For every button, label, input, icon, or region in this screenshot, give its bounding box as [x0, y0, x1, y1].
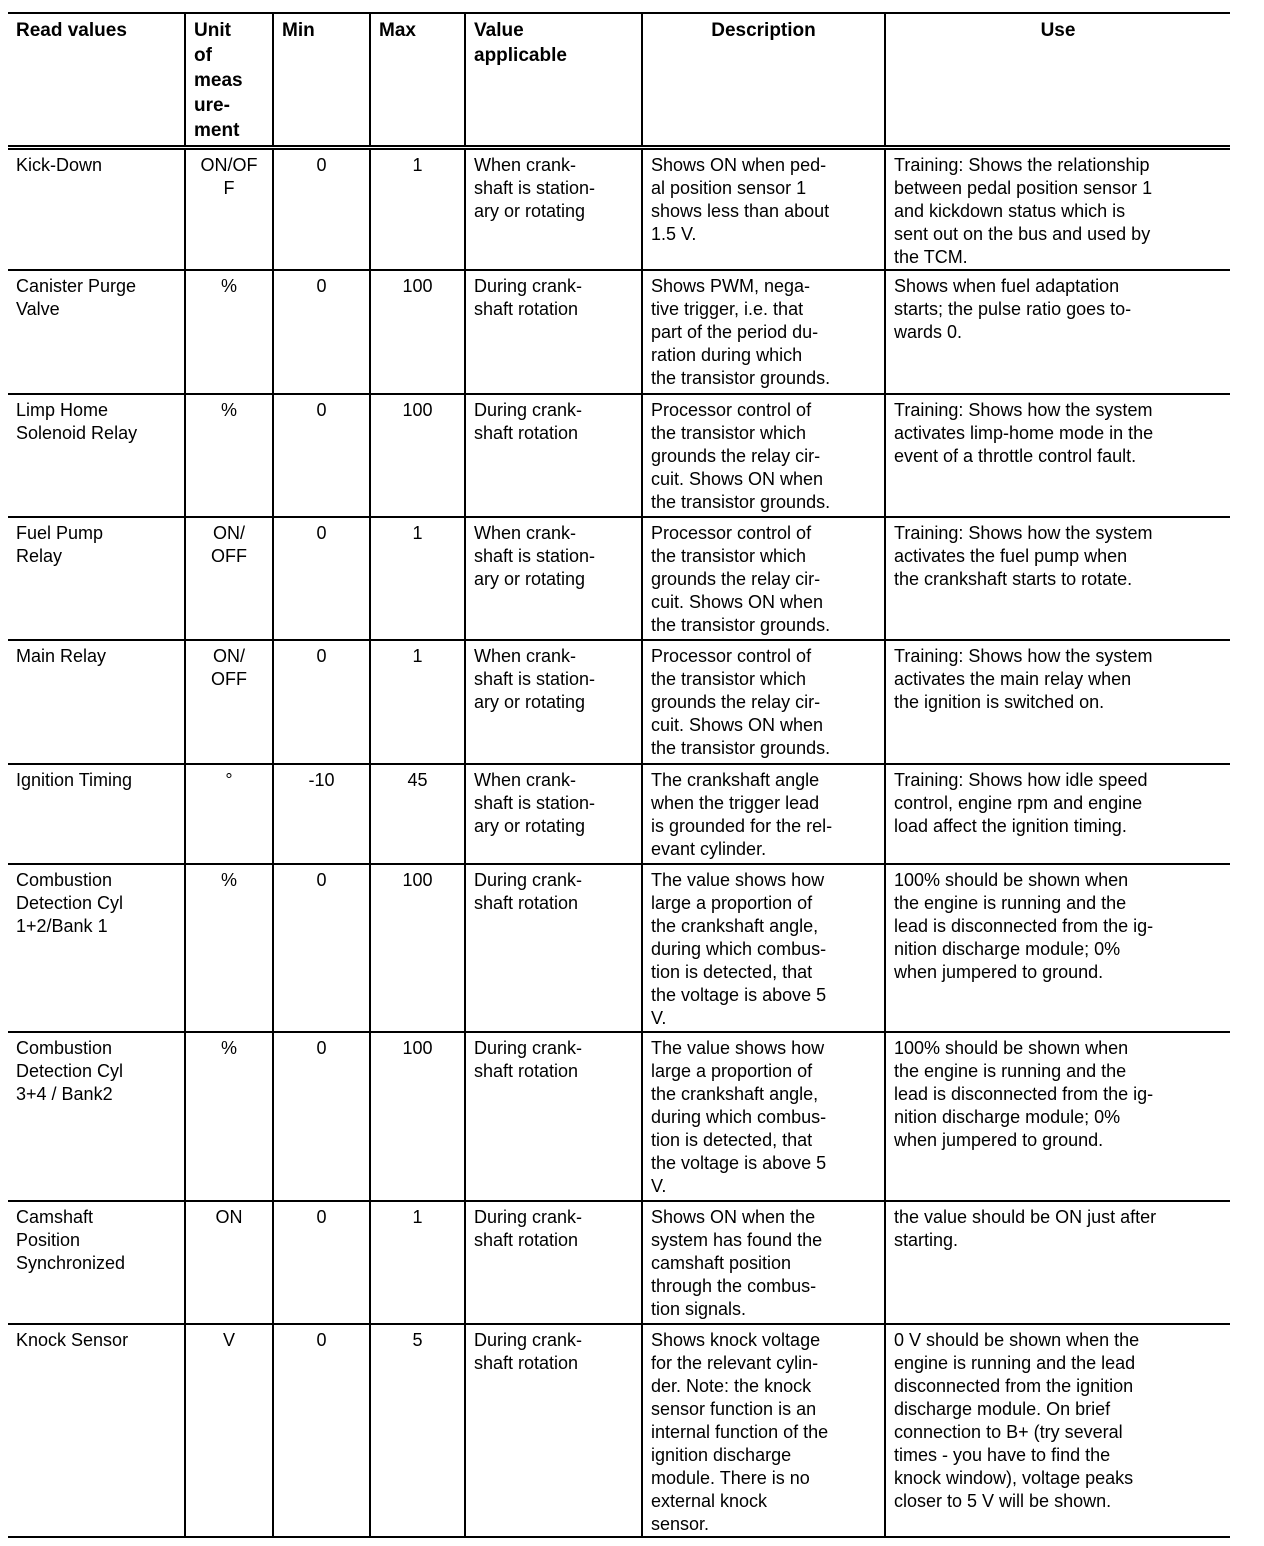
read-value-name-cell: Knock Sensor [16, 1329, 129, 1350]
value-applicable-cell: During crank- shaft rotation [465, 1032, 642, 1201]
use-cell: Shows when fuel adaptation starts; the pulse ratio goes to- wards 0. [885, 270, 1230, 394]
value-applicable-cell: When crank- shaft is station- ary or rotating [465, 517, 642, 640]
min-value-cell: 0 [273, 864, 370, 1032]
max-value-cell: 1 [370, 147, 465, 270]
table-row [8, 147, 1230, 270]
min-value-cell: 0 [273, 640, 370, 764]
min-value-cell: 0 [273, 1032, 370, 1201]
unit-cell: ON [185, 1201, 273, 1324]
use-cell: 100% should be shown when the engine is running and the lead is disconnected from the ig- nition discharge module; 0% when jumpered to ground. [885, 864, 1230, 1032]
max-value-cell: 100 [370, 394, 465, 517]
unit-cell: ON/OF F [185, 147, 273, 270]
header-read-values: Read values [16, 20, 127, 41]
max-value-cell: 1 [370, 640, 465, 764]
description-cell: Shows ON when the system has found the camshaft position through the combus- tion signals. [642, 1201, 885, 1324]
description-cell: Processor control of the transistor which grounds the relay cir- cuit. Shows ON when the transistor grounds. [642, 394, 885, 517]
use-cell: Training: Shows how the system activates the main relay when the ignition is switched on. [885, 640, 1230, 764]
read-value-name-cell: Main Relay [16, 645, 107, 666]
table-row [8, 764, 1230, 864]
use-cell: the value should be ON just after starting. [885, 1201, 1230, 1324]
use-cell: Training: Shows how the system activates the fuel pump when the crankshaft starts to rotate. [885, 517, 1230, 640]
unit-cell: ON/ OFF [185, 640, 273, 764]
use-cell: Training: Shows the relationship between pedal position sensor 1 and kickdown status which is sent out on the bus and used by the TCM. [885, 147, 1230, 270]
value-applicable-cell: During crank- shaft rotation [465, 864, 642, 1032]
table-row [8, 270, 1230, 394]
read-value-name-cell: Canister Purge Valve [16, 275, 137, 319]
use-cell: 100% should be shown when the engine is running and the lead is disconnected from the ig- nition discharge module; 0% when jumpered to ground. [885, 1032, 1230, 1201]
unit-cell: % [185, 394, 273, 517]
description-cell: Processor control of the transistor which grounds the relay cir- cuit. Shows ON when the transistor grounds. [642, 517, 885, 640]
table-row [8, 1324, 1230, 1537]
min-value-cell: 0 [273, 517, 370, 640]
use-cell: Training: Shows how the system activates limp-home mode in the event of a throttle control fault. [885, 394, 1230, 517]
header-row [8, 13, 1230, 147]
read-value-name-cell: Combustion Detection Cyl 1+2/Bank 1 [16, 869, 124, 936]
header-use: Use [885, 13, 1230, 147]
description-cell: The crankshaft angle when the trigger lead is grounded for the rel- evant cylinder. [642, 764, 885, 864]
use-cell: Training: Shows how idle speed control, engine rpm and engine load affect the ignition timing. [885, 764, 1230, 864]
max-value-cell: 45 [370, 764, 465, 864]
read-value-name-cell: Limp Home Solenoid Relay [16, 399, 138, 443]
unit-cell: ON/ OFF [185, 517, 273, 640]
header-max: Max [370, 13, 465, 147]
description-cell: Processor control of the transistor which grounds the relay cir- cuit. Shows ON when the transistor grounds. [642, 640, 885, 764]
use-cell: 0 V should be shown when the engine is running and the lead disconnected from the ignition discharge module. On brief connection to B+ (try several times - you have to find the knock window), voltage peaks closer to 5 V will be shown. [885, 1324, 1230, 1537]
table-row [8, 1201, 1230, 1324]
unit-cell: % [185, 1032, 273, 1201]
max-value-cell: 100 [370, 864, 465, 1032]
read-value-name-cell: Ignition Timing [16, 769, 133, 790]
value-applicable-cell: When crank- shaft is station- ary or rotating [465, 764, 642, 864]
min-value-cell: -10 [273, 764, 370, 864]
unit-cell: ° [185, 764, 273, 864]
max-value-cell: 5 [370, 1324, 465, 1537]
read-values-table [8, 12, 1230, 1538]
description-cell: The value shows how large a proportion of the crankshaft angle, during which combus- tion is detected, that the voltage is above 5 V. [642, 1032, 885, 1201]
description-cell: The value shows how large a proportion of the crankshaft angle, during which combus- tion is detected, that the voltage is above 5 V. [642, 864, 885, 1032]
max-value-cell: 100 [370, 1032, 465, 1201]
max-value-cell: 100 [370, 270, 465, 394]
value-applicable-cell: During crank- shaft rotation [465, 1201, 642, 1324]
header-min: Min [273, 13, 370, 147]
max-value-cell: 1 [370, 1201, 465, 1324]
min-value-cell: 0 [273, 1324, 370, 1537]
read-value-name-cell: Camshaft Position Synchronized [16, 1206, 126, 1273]
value-applicable-cell: During crank- shaft rotation [465, 270, 642, 394]
read-value-name-cell: Kick-Down [16, 154, 103, 175]
read-value-name-cell: Fuel Pump Relay [16, 522, 104, 566]
description-cell: Shows knock voltage for the relevant cylin- der. Note: the knock sensor function is an internal function of the ignition discharge module. There is no external knock sensor. [642, 1324, 885, 1537]
value-applicable-cell: When crank- shaft is station- ary or rotating [465, 147, 642, 270]
unit-cell: V [185, 1324, 273, 1537]
max-value-cell: 1 [370, 517, 465, 640]
min-value-cell: 0 [273, 270, 370, 394]
value-applicable-cell: During crank- shaft rotation [465, 394, 642, 517]
min-value-cell: 0 [273, 1201, 370, 1324]
table-row [8, 640, 1230, 764]
description-cell: Shows PWM, nega- tive trigger, i.e. that part of the period du- ration during which the transistor grounds. [642, 270, 885, 394]
description-cell: Shows ON when ped- al position sensor 1 shows less than about 1.5 V. [642, 147, 885, 270]
min-value-cell: 0 [273, 394, 370, 517]
table-row [8, 864, 1230, 1032]
read-value-name-cell: Combustion Detection Cyl 3+4 / Bank2 [16, 1037, 124, 1104]
header-description: Description [642, 13, 885, 147]
value-applicable-cell: When crank- shaft is station- ary or rotating [465, 640, 642, 764]
value-applicable-cell: During crank- shaft rotation [465, 1324, 642, 1537]
unit-cell: % [185, 270, 273, 394]
table-row [8, 1032, 1230, 1201]
header-unit: Unit of meas ure- ment [185, 13, 273, 147]
table-row [8, 517, 1230, 640]
min-value-cell: 0 [273, 147, 370, 270]
unit-cell: % [185, 864, 273, 1032]
table-row [8, 394, 1230, 517]
header-value-applicable: Value applicable [465, 13, 642, 147]
